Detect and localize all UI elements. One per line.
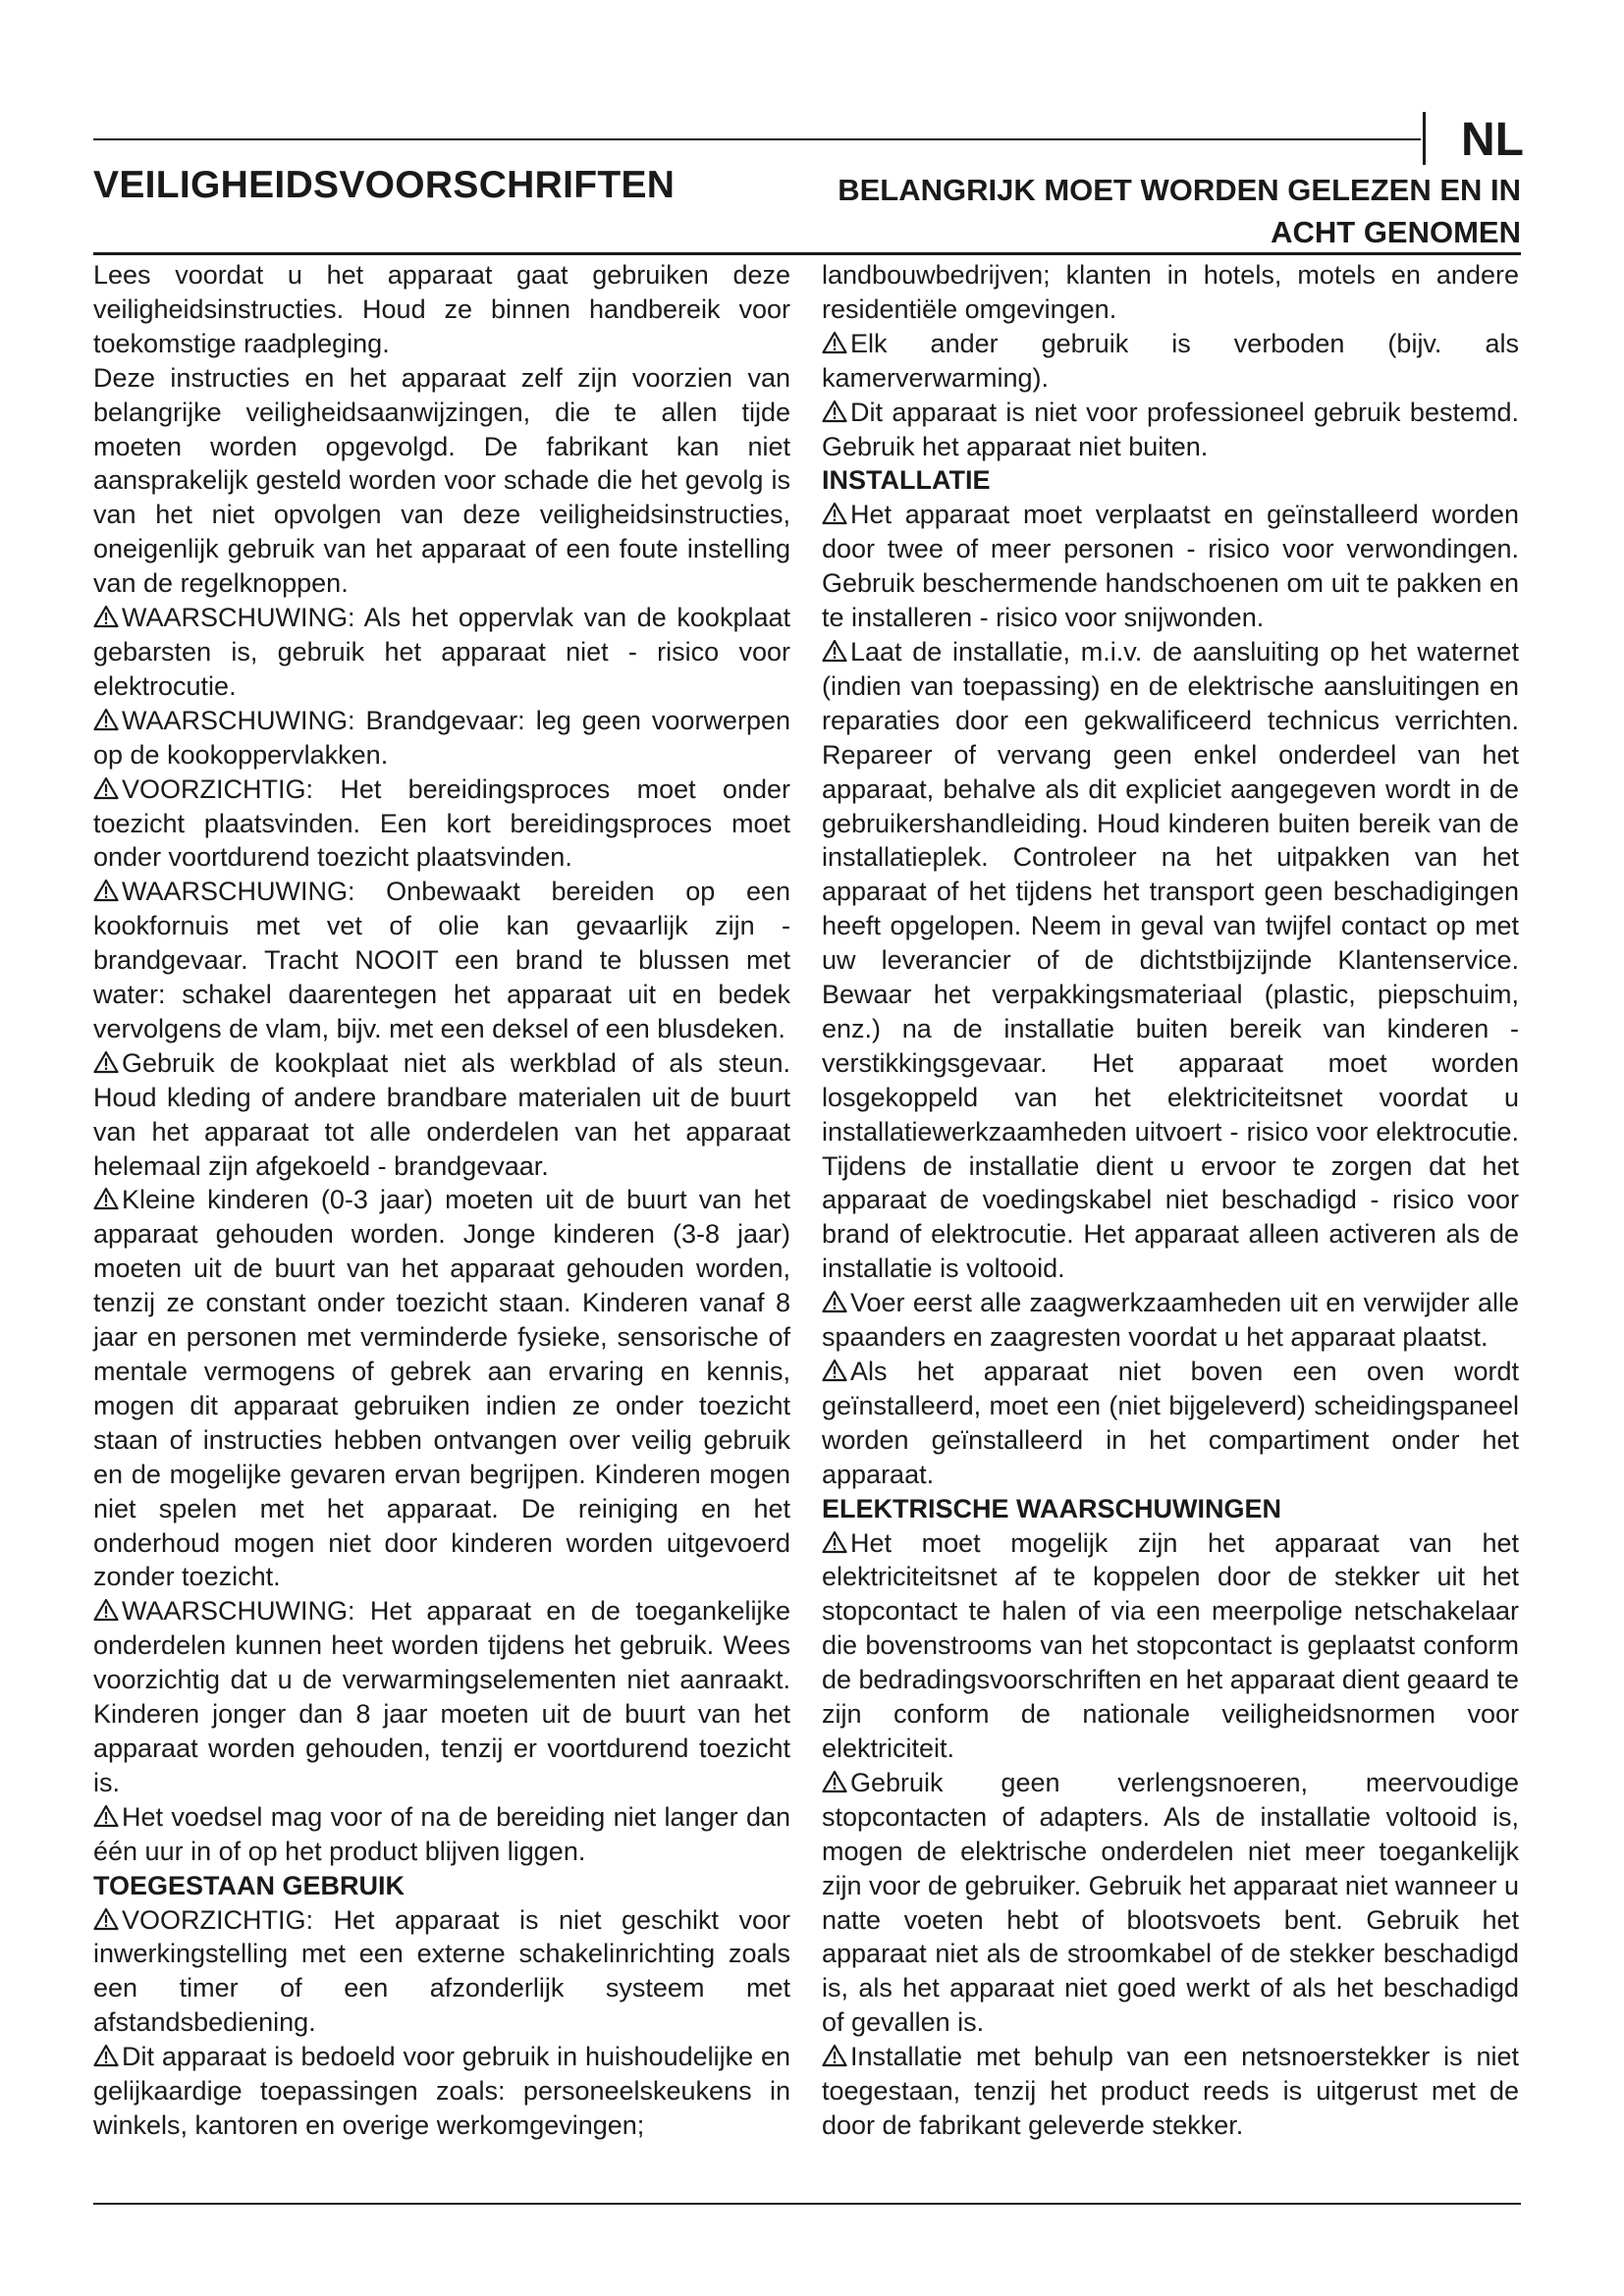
warning-paragraph bbox=[93, 1594, 790, 1799]
intro-paragraph: Lees voordat u het apparaat gaat gebruiken deze veiligheidsinstructies. Houd ze binnen handbereik voor toekomstige raadpleging. bbox=[93, 260, 790, 358]
warning-triangle-icon bbox=[93, 708, 119, 731]
footer-rule bbox=[93, 2203, 1521, 2205]
warning-paragraph bbox=[93, 1046, 790, 1184]
warning-paragraph bbox=[822, 1526, 1519, 1766]
warning-triangle-icon bbox=[822, 1290, 847, 1313]
warning-paragraph bbox=[822, 1355, 1519, 1492]
warning-text: Gebruik de kookplaat niet als werkblad of als steun. Houd kleding of andere brandbare materialen uit de buurt van het apparaat tot alle onderdelen van het apparaat helemaal zijn afgekoeld - brandgevaar. bbox=[93, 1047, 790, 1181]
top-rule bbox=[93, 138, 1421, 140]
right-column bbox=[822, 258, 1519, 2143]
warning-triangle-icon bbox=[822, 2044, 847, 2067]
warning-text: Voer eerst alle zaagwerkzaamheden uit en verwijder alle spaanders en zaagresten voordat u het apparaat plaatst. bbox=[822, 1288, 1519, 1353]
warning-paragraph bbox=[822, 498, 1519, 635]
warning-paragraph bbox=[93, 1903, 790, 2041]
warning-triangle-icon bbox=[93, 1050, 119, 1074]
warning-paragraph bbox=[822, 1766, 1519, 2040]
warning-text: Elk ander gebruik is verboden (bijv. als kamerverwarming). bbox=[822, 328, 1519, 393]
warning-triangle-icon bbox=[822, 1530, 847, 1554]
warning-text: Het apparaat moet verplaatst en geïnstalleerd worden door twee of meer personen - risico voor verwondingen. Gebruik beschermende handschoenen om uit te pakken en te installeren - risico voor snijwonden. bbox=[822, 500, 1519, 633]
warning-triangle-icon bbox=[822, 639, 847, 663]
header-rule bbox=[93, 252, 1521, 255]
section-heading-toegestaan-gebruik: TOEGESTAAN GEBRUIK bbox=[93, 1870, 406, 1900]
warning-triangle-icon bbox=[93, 1598, 119, 1622]
section-heading-elektrische-waarschuwingen: ELEKTRISCHE WAARSCHUWINGEN bbox=[822, 1493, 1282, 1523]
warning-text: WAARSCHUWING: Het apparaat en de toegankelijke onderdelen kunnen heet worden tijdens het gebruik. Wees voorzichtig dat u de verwarmingselementen niet aanraakt. Kinderen jonger dan 8 jaar moeten uit de buurt van het apparaat worden gehouden, tenzij er voortdurend toezicht is. bbox=[93, 1596, 790, 1797]
warning-text: WAARSCHUWING: Onbewaakt bereiden op een kookfornuis met vet of olie kan gevaarlijk zijn - brandgevaar. Tracht NOOIT een brand te blussen met water: schakel daarentegen het apparaat uit en bedek vervolgens de vlam, bijv. met een deksel of een blusdeken. bbox=[93, 877, 790, 1043]
warning-paragraph bbox=[822, 396, 1519, 464]
warning-triangle-icon bbox=[93, 2044, 119, 2067]
warning-paragraph bbox=[822, 2040, 1519, 2143]
warning-triangle-icon bbox=[93, 1187, 119, 1210]
language-code: NL bbox=[1461, 114, 1524, 166]
warning-text: Het voedsel mag voor of na de bereiding niet langer dan één uur in of op het product blijven liggen. bbox=[93, 1801, 790, 1866]
warning-triangle-icon bbox=[93, 1804, 119, 1828]
language-separator bbox=[1423, 112, 1426, 165]
warning-triangle-icon bbox=[93, 879, 119, 902]
warning-triangle-icon bbox=[822, 400, 847, 423]
warning-triangle-icon bbox=[93, 1907, 119, 1931]
warning-triangle-icon bbox=[822, 1359, 847, 1382]
warning-paragraph bbox=[93, 601, 790, 704]
warning-text: Als het apparaat niet boven een oven wordt geïnstalleerd, moet een (niet bijgeleverd) scheidingspaneel worden geïnstalleerd in het compartiment onder het apparaat. bbox=[822, 1357, 1519, 1489]
page-title: VEILIGHEIDSVOORSCHRIFTEN bbox=[93, 164, 676, 206]
warning-triangle-icon bbox=[93, 776, 119, 800]
page-subtitle: BELANGRIJK MOET WORDEN GELEZEN EN IN ACHT GENOMEN bbox=[838, 173, 1521, 249]
warning-paragraph bbox=[93, 1183, 790, 1594]
warning-text: Dit apparaat is niet voor professioneel gebruik bestemd. Gebruik het apparaat niet buiten. bbox=[822, 397, 1519, 461]
section-heading-installatie: INSTALLATIE bbox=[822, 465, 991, 496]
intro-paragraph-2: Deze instructies en het apparaat zelf zijn voorzien van belangrijke veiligheidsaanwijzingen, die te allen tijde moeten worden opgevolgd. De fabrikant kan niet aansprakelijk gesteld worden voor schade die het gevolg is van het niet opvolgen van deze veiligheidsinstructies, oneigenlijk gebruik van het apparaat of een foute instelling van de regelknoppen. bbox=[93, 362, 790, 599]
warning-paragraph bbox=[822, 635, 1519, 1286]
warning-triangle-icon bbox=[822, 1770, 847, 1793]
continued-paragraph: landbouwbedrijven; klanten in hotels, motels en andere residentiële omgevingen. bbox=[822, 260, 1519, 324]
warning-triangle-icon bbox=[822, 331, 847, 354]
warning-triangle-icon bbox=[93, 605, 119, 628]
warning-text: Het moet mogelijk zijn het apparaat van het elektriciteitsnet af te koppelen door de stekker uit het stopcontact te halen of via een meerpolige netschakelaar die bovenstrooms van het stopcontact is geplaatst conform de bedradingsvoorschriften en het apparaat dient geaard te zijn conform de nationale veiligheidsnormen voor elektriciteit. bbox=[822, 1527, 1520, 1763]
warning-paragraph bbox=[93, 2040, 790, 2143]
warning-paragraph bbox=[93, 773, 790, 876]
warning-text: WAARSCHUWING: Als het oppervlak van de kookplaat gebarsten is, gebruik het apparaat niet - risico voor elektrocutie. bbox=[93, 603, 790, 701]
warning-text: VOORZICHTIG: Het apparaat is niet geschikt voor inwerkingstelling met een externe schakelinrichting zoals een timer of een afzonderlijk systeem met afstandsbediening. bbox=[93, 1904, 790, 2038]
warning-paragraph bbox=[93, 704, 790, 773]
warning-text: Kleine kinderen (0-3 jaar) moeten uit de buurt van het apparaat gehouden worden. Jonge kinderen (3-8 jaar) moeten uit de buurt van het apparaat gehouden worden, tenzij ze constant onder toezicht staan. Kinderen vanaf 8 jaar en personen met verminderde fysieke, sensorische of mentale vermogens of gebrek aan ervaring en kennis, mogen dit apparaat gebruiken indien ze onder toezicht staan of instructies hebben ontvangen over veilig gebruik en de mogelijke gevaren ervan begrijpen. Kinderen mogen niet spelen met het apparaat. De reiniging en het onderhoud mogen niet door kinderen worden uitgevoerd zonder toezicht. bbox=[93, 1185, 790, 1592]
left-column bbox=[93, 258, 790, 2143]
warning-paragraph bbox=[93, 875, 790, 1046]
warning-text: WAARSCHUWING: Brandgevaar: leg geen voorwerpen op de kookoppervlakken. bbox=[93, 705, 790, 770]
warning-text: Dit apparaat is bedoeld voor gebruik in huishoudelijke en gelijkaardige toepassingen zoals: personeelskeukens in winkels, kantoren en overige werkomgevingen; bbox=[93, 2042, 790, 2140]
warning-paragraph bbox=[822, 1286, 1519, 1355]
warning-paragraph bbox=[822, 327, 1519, 396]
warning-text: Installatie met behulp van een netsnoerstekker is niet toegestaan, tenzij het product reeds is uitgerust met de door de fabrikant geleverde stekker. bbox=[822, 2042, 1519, 2140]
warning-triangle-icon bbox=[822, 502, 847, 525]
warning-text: Gebruik geen verlengsnoeren, meervoudige stopcontacten of adapters. Als de installatie voltooid is, mogen de elektrische onderdelen niet meer toegankelijk zijn voor de gebruiker. Gebruik het apparaat niet wanneer u natte voeten hebt of blootsvoets bent. Gebruik het apparaat niet als de stroomkabel of de stekker beschadigd is, als het apparaat niet goed werkt of als het beschadigd of gevallen is. bbox=[822, 1767, 1519, 2038]
warning-text: VOORZICHTIG: Het bereidingsproces moet onder toezicht plaatsvinden. Een kort bereidingsproces moet onder voortdurend toezicht plaatsvinden. bbox=[93, 774, 790, 873]
warning-paragraph bbox=[93, 1800, 790, 1869]
warning-text: Laat de installatie, m.i.v. de aansluiting op het waternet (indien van toepassing) en de elektrische aansluitingen en reparaties door een gekwalificeerd technicus verrichten. Repareer of vervang geen enkel onderdeel van het apparaat, behalve als dit expliciet aangegeven wordt in de gebruikershandleiding. Houd kinderen buiten bereik van de installatieplek. Controleer na het uitpakken van het apparaat of het tijdens het transport geen beschadigingen heeft opgelopen. Neem in geval van twijfel contact op met uw leverancier of de dichtstbijzijnde Klantenservice. Bewaar het verpakkingsmateriaal (plastic, piepschuim, enz.) na de installatie buiten bereik van kinderen - verstikkingsgevaar. Het apparaat moet worden losgekoppeld van het elektriciteitsnet voordat u installatiewerkzaamheden uitvoert - risico voor elektrocutie. Tijdens de installatie dient u ervoor te zorgen dat het apparaat de voedingskabel niet beschadigd - risico voor brand of elektrocutie. Het apparaat alleen activeren als de installatie is voltooid. bbox=[822, 636, 1519, 1284]
